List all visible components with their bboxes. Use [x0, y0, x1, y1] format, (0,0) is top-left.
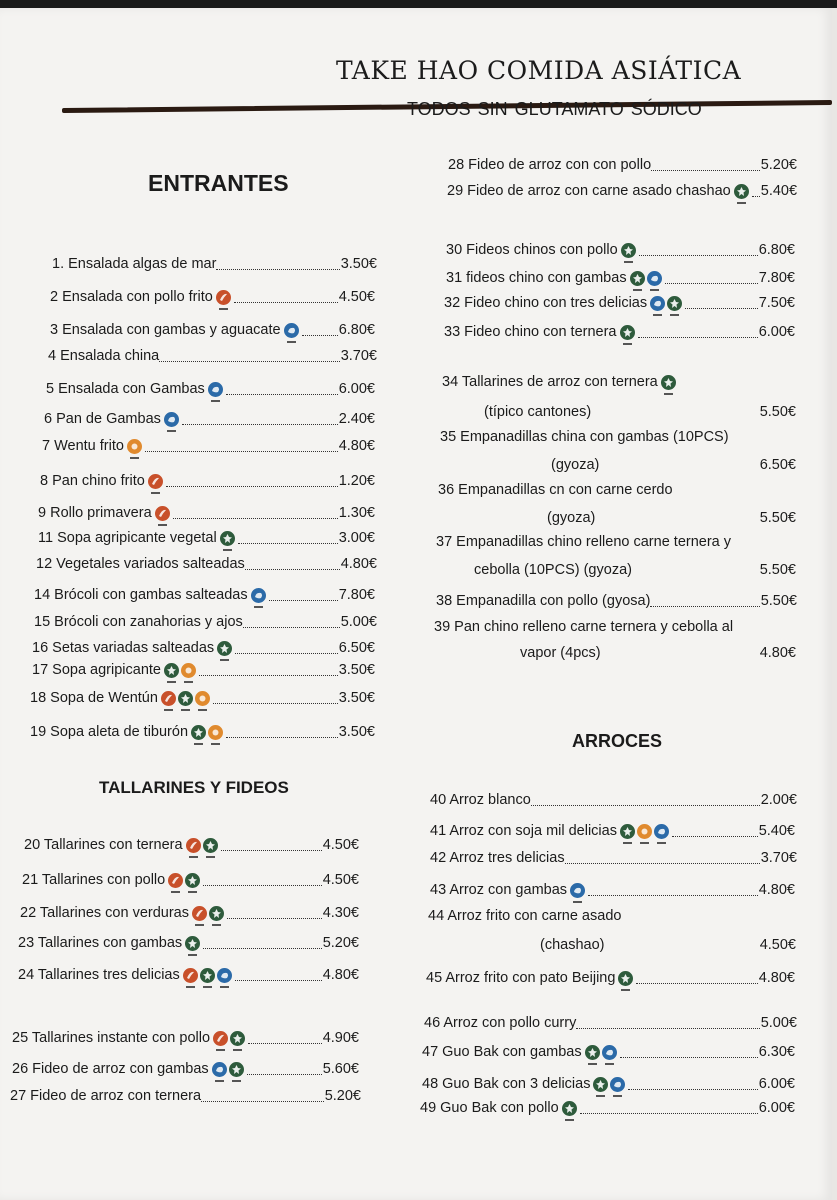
menu-item	[426, 968, 795, 988]
menu-item	[442, 372, 679, 392]
menu-item-price: 2.40€	[338, 411, 375, 427]
menu-item	[30, 722, 375, 742]
menu-item-name: 12 Vegetales variados salteadas	[36, 556, 245, 572]
menu-item	[44, 409, 375, 429]
menu-item-price: 4.90€	[322, 1030, 359, 1046]
vegetable-icon	[618, 971, 633, 986]
leader-dots	[565, 843, 760, 864]
menu-item-price: 4.80€	[338, 438, 375, 454]
vegetable-icon	[200, 968, 215, 983]
menu-item-price: 7.50€	[758, 295, 795, 311]
menu-item	[34, 585, 375, 605]
egg-icon	[208, 725, 223, 740]
vegetable-icon	[630, 271, 645, 286]
menu-item	[12, 1028, 359, 1048]
leader-dots	[665, 263, 758, 284]
menu-item-price: 3.50€	[338, 662, 375, 678]
menu-item	[430, 821, 795, 841]
menu-item-price: 5.50€	[760, 593, 797, 609]
menu-item-name: 7 Wentu frito	[42, 438, 124, 454]
menu-item-name: 45 Arroz frito con pato Beijing	[426, 970, 616, 986]
egg-icon	[181, 663, 196, 678]
menu-item-name: 36 Empanadillas cn con carne cerdo	[438, 482, 673, 498]
menu-item	[422, 1042, 795, 1062]
menu-item-price: 5.40€	[760, 183, 798, 199]
menu-item	[428, 906, 621, 926]
menu-item-name: 30 Fideos chinos con pollo	[446, 242, 618, 258]
menu-item	[436, 532, 731, 552]
shrimp-icon	[212, 1062, 227, 1077]
menu-item	[38, 528, 375, 548]
vegetable-icon	[620, 824, 635, 839]
menu-item-price: 4.50€	[322, 872, 359, 888]
vegetable-icon	[667, 296, 682, 311]
menu-item-name: 4 Ensalada china	[48, 348, 160, 364]
menu-item-name: 34 Tallarines de arroz con ternera	[442, 374, 658, 390]
menu-item	[446, 268, 795, 288]
shrimp-icon	[251, 588, 266, 603]
menu-item-price: 6.00€	[758, 1076, 795, 1092]
vegetable-icon	[734, 184, 749, 199]
menu-item-line2	[484, 402, 796, 422]
chili-icon	[213, 1031, 228, 1046]
menu-item-name: 18 Sopa de Wentún	[30, 690, 158, 706]
menu-item-price: 1.30€	[338, 505, 375, 521]
menu-item	[420, 1098, 795, 1118]
menu-item-name: 27 Fideo de arroz con ternera	[10, 1088, 202, 1104]
leader-dots	[620, 1037, 758, 1058]
menu-item-name: 42 Arroz tres delicias	[430, 850, 565, 866]
leader-dots	[650, 586, 759, 607]
section-title-tallarines: TALLARINES Y FIDEOS	[99, 778, 289, 797]
menu-item	[444, 322, 795, 342]
menu-item-name: 3 Ensalada con gambas y aguacate	[50, 322, 281, 338]
menu-item-line2	[520, 643, 796, 663]
menu-item	[430, 848, 797, 868]
leader-dots	[580, 1093, 758, 1114]
leader-dots	[221, 830, 322, 851]
top-edge	[0, 0, 837, 8]
menu-item-price: 6.80€	[338, 322, 375, 338]
menu-item	[430, 790, 797, 810]
leader-dots	[247, 1054, 322, 1075]
menu-item-name: 8 Pan chino frito	[40, 473, 145, 489]
leader-dots	[531, 785, 760, 806]
chili-icon	[183, 968, 198, 983]
chili-icon	[192, 906, 207, 921]
menu-item	[50, 320, 375, 340]
leader-dots	[752, 176, 760, 197]
menu-item-price: 3.50€	[338, 690, 375, 706]
leader-dots	[216, 249, 339, 270]
menu-item-name: 39 Pan chino relleno carne ternera y cebolla al	[434, 619, 734, 635]
leader-dots	[159, 341, 339, 362]
egg-icon	[127, 439, 142, 454]
shrimp-icon	[654, 824, 669, 839]
menu-item	[438, 480, 673, 500]
menu-item-price: 3.00€	[338, 530, 375, 546]
shrimp-icon	[650, 296, 665, 311]
menu-item-price: 4.30€	[322, 905, 359, 921]
menu-item-name: 28 Fideo de arroz con con pollo	[448, 157, 652, 173]
menu-item-price: 3.50€	[340, 256, 377, 272]
leader-dots	[302, 315, 338, 336]
menu-item	[447, 181, 797, 201]
menu-item-price: 5.40€	[758, 823, 795, 839]
leader-dots	[235, 960, 322, 981]
menu-item-price: 6.50€	[759, 457, 796, 473]
leader-dots	[173, 498, 338, 519]
menu-item	[36, 554, 377, 574]
menu-item	[424, 1013, 797, 1033]
menu-item	[434, 617, 733, 637]
menu-item-price: 5.20€	[322, 935, 359, 951]
menu-item-name: 43 Arroz con gambas	[430, 882, 568, 898]
leader-dots	[651, 150, 760, 171]
leader-dots	[576, 1008, 759, 1029]
leader-dots	[245, 549, 340, 570]
menu-item-price: 2.00€	[760, 792, 797, 808]
menu-item-name: 26 Fideo de arroz con gambas	[12, 1061, 209, 1077]
menu-item-name: 38 Empanadilla con pollo (gyosa)	[436, 593, 651, 609]
leader-dots	[588, 875, 758, 896]
menu-item	[22, 870, 359, 890]
menu-item	[34, 612, 377, 632]
shrimp-icon	[284, 323, 299, 338]
restaurant-title: TAKE HAO COMIDA ASIÁTICA	[336, 56, 742, 85]
leader-dots	[227, 898, 322, 919]
menu-item-price: 6.30€	[758, 1044, 795, 1060]
leader-dots	[226, 717, 338, 738]
menu-item-price: 5.50€	[759, 562, 796, 578]
menu-item-price: 5.20€	[324, 1088, 361, 1104]
leader-dots	[685, 288, 758, 309]
menu-item-price: 4.80€	[759, 645, 796, 661]
menu-item-name: 19 Sopa aleta de tiburón	[30, 724, 189, 740]
leader-dots	[638, 317, 758, 338]
menu-item-name: 31 fideos chino con gambas	[446, 270, 627, 286]
menu-item-name: 11 Sopa agripicante vegetal	[38, 530, 217, 546]
menu-item-name: 5 Ensalada con Gambas	[46, 381, 205, 397]
menu-item	[422, 1074, 795, 1094]
chili-icon	[186, 838, 201, 853]
vegetable-icon	[203, 838, 218, 853]
menu-item-line2	[551, 455, 796, 475]
leader-dots	[243, 607, 340, 628]
chili-icon	[148, 474, 163, 489]
menu-item-detail: (chashao)	[540, 937, 605, 953]
menu-item	[448, 155, 797, 175]
menu-item-name: 37 Empanadillas chino relleno carne ternera y	[436, 534, 732, 550]
menu-item-name: 9 Rollo primavera	[38, 505, 152, 521]
leader-dots	[145, 431, 338, 452]
menu-item-name: 1. Ensalada algas de mar	[52, 256, 217, 272]
menu-item-name: 2 Ensalada con pollo frito	[50, 289, 213, 305]
shrimp-icon	[217, 968, 232, 983]
menu-item-name: 40 Arroz blanco	[430, 792, 531, 808]
menu-item	[440, 427, 729, 447]
leader-dots	[226, 374, 338, 395]
leader-dots	[269, 580, 338, 601]
menu-item-price: 5.00€	[340, 614, 377, 630]
leader-dots	[628, 1069, 757, 1090]
vegetable-icon	[178, 691, 193, 706]
vegetable-icon	[217, 641, 232, 656]
menu-item-name: 49 Guo Bak con pollo	[420, 1100, 559, 1116]
menu-item	[32, 660, 375, 680]
menu-item	[446, 240, 795, 260]
menu-item-name: 20 Tallarines con ternera	[24, 837, 183, 853]
vegetable-icon	[620, 325, 635, 340]
menu-item-price: 6.80€	[758, 242, 795, 258]
menu-item-line2	[474, 560, 796, 580]
menu-item-line2	[540, 935, 796, 955]
chili-icon	[168, 873, 183, 888]
menu-item-price: 4.80€	[340, 556, 377, 572]
shrimp-icon	[610, 1077, 625, 1092]
menu-item-price: 4.80€	[758, 882, 795, 898]
menu-item-price: 3.50€	[338, 724, 375, 740]
menu-item	[436, 591, 797, 611]
vegetable-icon	[562, 1101, 577, 1116]
menu-item	[48, 346, 377, 366]
leader-dots	[238, 523, 338, 544]
vegetable-icon	[593, 1077, 608, 1092]
menu-item-name: 6 Pan de Gambas	[44, 411, 161, 427]
menu-item-name: 47 Guo Bak con gambas	[422, 1044, 582, 1060]
menu-item-name: 44 Arroz frito con carne asado	[428, 908, 622, 924]
menu-item-price: 4.80€	[758, 970, 795, 986]
menu-item-price: 5.00€	[760, 1015, 797, 1031]
menu-item-name: 48 Guo Bak con 3 delicias	[422, 1076, 591, 1092]
menu-item-price: 6.00€	[758, 324, 795, 340]
menu-item-price: 5.20€	[760, 157, 797, 173]
section-title-arroces: ARROCES	[572, 731, 663, 751]
menu-item-name: 16 Setas variadas salteadas	[32, 640, 215, 656]
menu-item-name: 22 Tallarines con verduras	[20, 905, 189, 921]
shrimp-icon	[570, 883, 585, 898]
menu-item-price: 4.50€	[759, 937, 796, 953]
menu-item	[444, 293, 795, 313]
vegetable-icon	[164, 663, 179, 678]
menu-item-name: 15 Brócoli con zanahorias y ajos	[34, 614, 243, 630]
leader-dots	[182, 404, 338, 425]
menu-item-name: 25 Tallarines instante con pollo	[12, 1030, 211, 1046]
menu-item-detail: (gyoza)	[547, 510, 596, 526]
menu-item-detail: vapor (4pcs)	[520, 645, 601, 661]
leader-dots	[201, 1081, 324, 1102]
vegetable-icon	[621, 243, 636, 258]
leader-dots	[248, 1023, 322, 1044]
menu-item-name: 32 Fideo chino con tres delicias	[444, 295, 648, 311]
menu-item-detail: (gyoza)	[551, 457, 600, 473]
shrimp-icon	[164, 412, 179, 427]
menu-item	[50, 287, 375, 307]
vegetable-icon	[185, 936, 200, 951]
egg-icon	[637, 824, 652, 839]
chili-icon	[155, 506, 170, 521]
chili-icon	[161, 691, 176, 706]
leader-dots	[639, 235, 758, 256]
menu-item	[430, 880, 795, 900]
leader-dots	[213, 683, 338, 704]
menu-item-name: 35 Empanadillas china con gambas (10PCS)	[440, 429, 729, 445]
menu-item-price: 6.50€	[338, 640, 375, 656]
menu-item-name: 24 Tallarines tres delicias	[18, 967, 180, 983]
menu-item	[38, 503, 375, 523]
menu-item	[12, 1059, 359, 1079]
menu-item	[52, 254, 377, 274]
leader-dots	[199, 655, 338, 676]
menu-item-price: 5.50€	[759, 510, 796, 526]
vegetable-icon	[661, 375, 676, 390]
vegetable-icon	[191, 725, 206, 740]
menu-item	[18, 933, 359, 953]
menu-item-price: 7.80€	[338, 587, 375, 603]
menu-item-price: 5.50€	[759, 404, 796, 420]
menu-item-price: 3.70€	[340, 348, 377, 364]
vegetable-icon	[185, 873, 200, 888]
menu-item-line2	[547, 508, 796, 528]
egg-icon	[195, 691, 210, 706]
menu-item-name: 46 Arroz con pollo curry	[424, 1015, 577, 1031]
leader-dots	[234, 282, 338, 303]
vegetable-icon	[230, 1031, 245, 1046]
leader-dots	[203, 865, 321, 886]
shrimp-icon	[647, 271, 662, 286]
shrimp-icon	[208, 382, 223, 397]
chili-icon	[216, 290, 231, 305]
menu-item-price: 3.70€	[760, 850, 797, 866]
menu-item	[20, 903, 359, 923]
menu-item-detail: (típico cantones)	[484, 404, 592, 420]
leader-dots	[203, 928, 322, 949]
menu-item-name: 23 Tallarines con gambas	[18, 935, 183, 951]
vegetable-icon	[585, 1045, 600, 1060]
menu-item	[40, 471, 375, 491]
menu-item-name: 41 Arroz con soja mil delicias	[430, 823, 617, 839]
leader-dots	[636, 963, 757, 984]
menu-item	[46, 379, 375, 399]
vegetable-icon	[220, 531, 235, 546]
menu-item	[30, 688, 375, 708]
vegetable-icon	[229, 1062, 244, 1077]
menu-item-price: 6.00€	[338, 381, 375, 397]
leader-dots	[166, 466, 338, 487]
menu-item	[24, 835, 359, 855]
menu-item-price: 4.80€	[322, 967, 359, 983]
menu-item-price: 7.80€	[758, 270, 795, 286]
menu-item-name: 14 Brócoli con gambas salteadas	[34, 587, 248, 603]
menu-item-detail: cebolla (10PCS) (gyoza)	[474, 562, 632, 578]
menu-item-price: 4.50€	[338, 289, 375, 305]
menu-item	[18, 965, 359, 985]
menu-item-price: 1.20€	[338, 473, 375, 489]
vegetable-icon	[209, 906, 224, 921]
section-title-entrantes: ENTRANTES	[148, 170, 289, 196]
leader-dots	[672, 816, 758, 837]
menu-item-name: 17 Sopa agripicante	[32, 662, 161, 678]
leader-dots	[235, 633, 338, 654]
shrimp-icon	[602, 1045, 617, 1060]
subtitle: TODOS SIN GLUTAMATO SÓDICO	[407, 99, 702, 119]
menu-item-name: 33 Fideo chino con ternera	[444, 324, 617, 340]
menu-item-price: 5.60€	[322, 1061, 359, 1077]
menu-item-price: 6.00€	[758, 1100, 795, 1116]
menu-item-name: 21 Tallarines con pollo	[22, 872, 166, 888]
menu-item	[10, 1086, 361, 1106]
menu-item-price: 4.50€	[322, 837, 359, 853]
menu-item	[42, 436, 375, 456]
menu-item-name: 29 Fideo de arroz con carne asado chashao	[447, 183, 731, 199]
